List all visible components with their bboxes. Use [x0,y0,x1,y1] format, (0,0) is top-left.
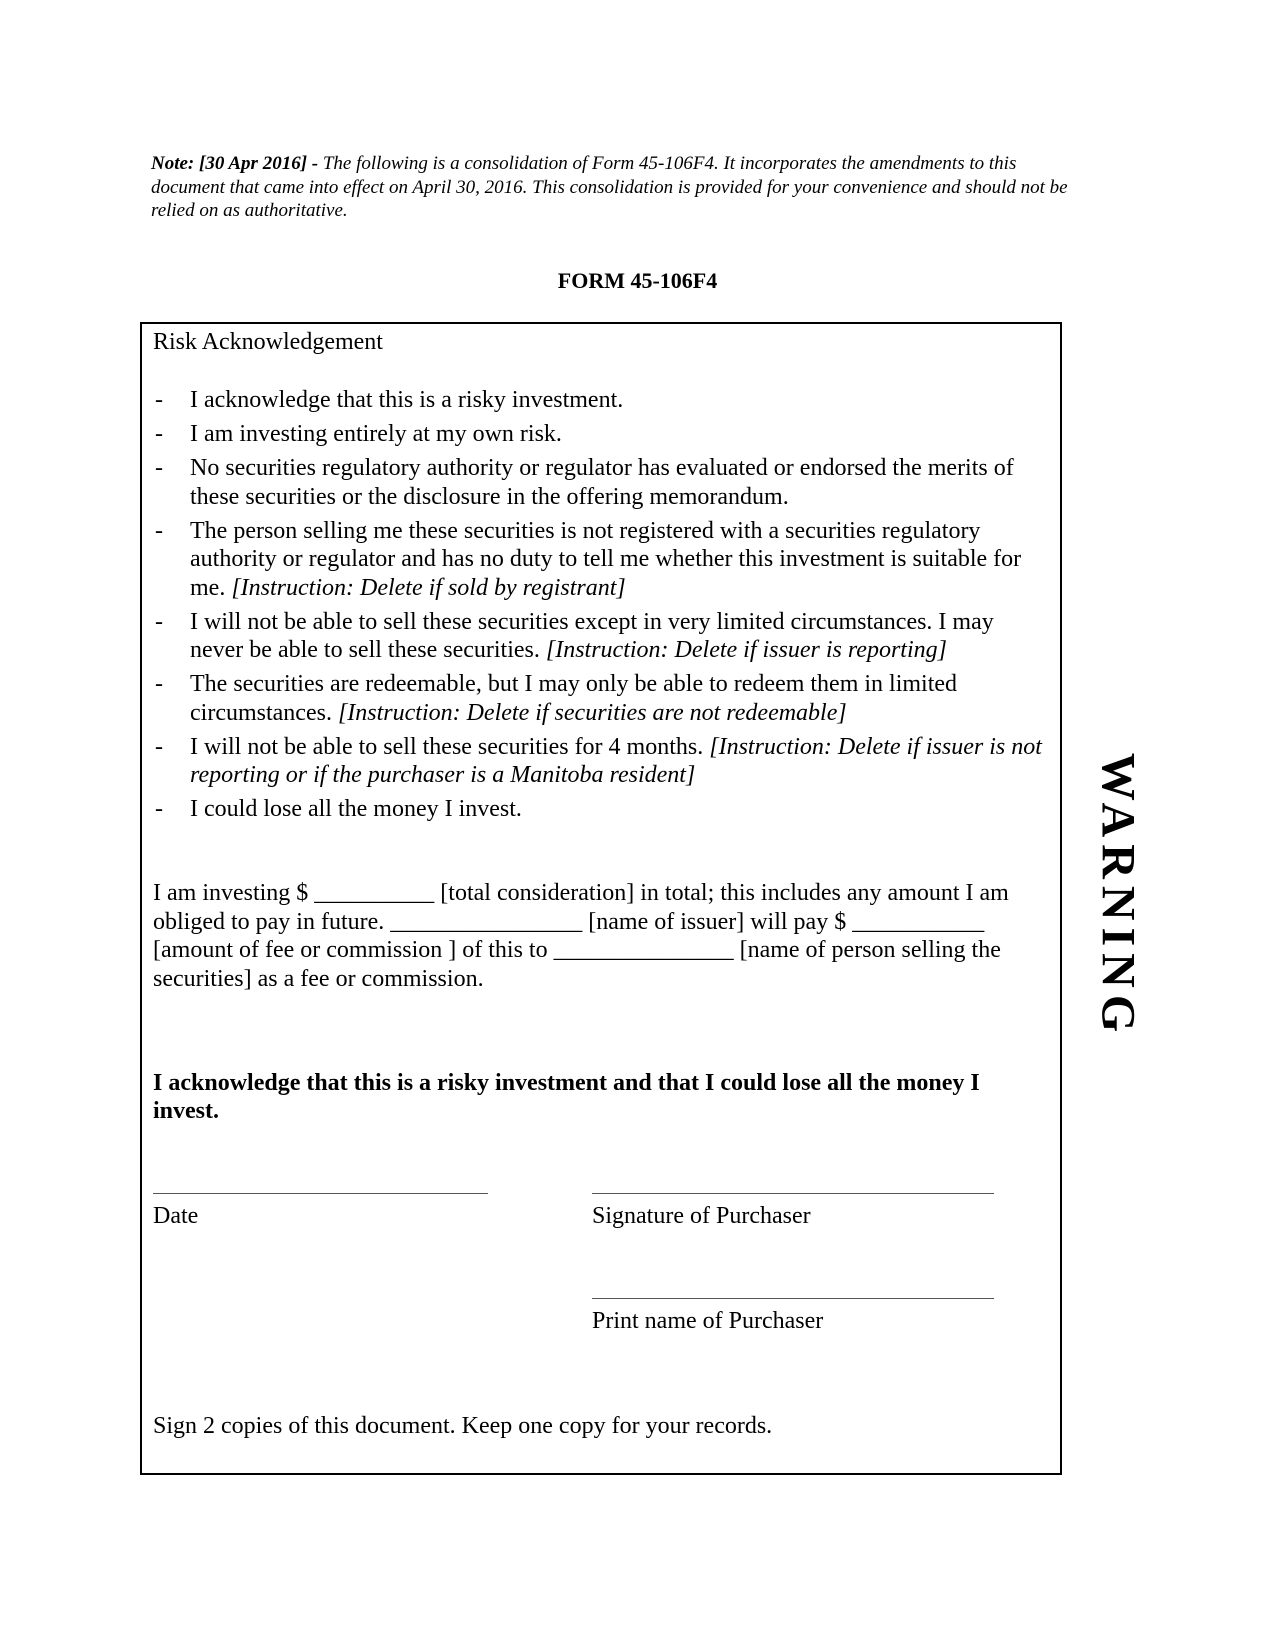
bullet-text: The securities are redeemable, but I may only be able to redeem them in limited circumstances. [190,671,958,726]
bullet-dash: - [155,517,163,544]
note-text: The following is a consolidation of Form 45-106F4. It incorporates the amendments to this document that came into effect on April 30, 2016. This consolidation is provided for your convenience and should not be relied on as authoritative. [151,153,1068,221]
form-title: FORM 45-106F4 [557,268,718,293]
bullet-item [142,454,1042,511]
bullet-dash: - [155,671,163,697]
warning-text: WARNING [1091,752,1145,1039]
bullet-text: I could lose all the money I invest. [190,796,522,822]
bullet-text: I acknowledge that this is a risky investment. [190,387,624,413]
print-name-line[interactable] [592,1298,994,1299]
bullet-text: I am investing entirely at my own risk. [190,421,562,447]
footer-instruction: Sign 2 copies of this document. Keep one copy for your records. [153,1413,773,1439]
bullet-item [142,733,1042,790]
investment-paragraph: I am investing $ __________ [total consideration] in total; this includes any amount I am obliged to pay in future. ________________ [name of issuer] will pay $ ___________ [amount of fee or commission ] of this to _______________ [name of person selling the securities] as a fee or commission. [153,880,1009,992]
bullet-dash: - [155,421,163,447]
note-label: Note: [30 Apr 2016] - [151,153,319,174]
bullet-text: The person selling me these securities is not registered with a securities regulatory authority or regulator and has no duty to tell me whether this investment is suitable for me. [190,517,1022,601]
bullet-instruction: [Instruction: Delete if issuer is reporting] [545,637,947,663]
bullet-item [142,670,1042,727]
date-line[interactable] [153,1193,488,1194]
bullet-text: I will not be able to sell these securities except in very limited circumstances. I may never be able to sell these securities. [190,608,994,663]
bullet-dash: - [155,455,163,481]
bullet-dash: - [155,608,163,635]
bullet-text: I will not be able to sell these securities for 4 months. [190,733,710,760]
bullet-dash: - [155,733,163,760]
bullet-item [142,608,1042,665]
date-label: Date [153,1203,199,1229]
risk-bullet-list [142,386,1042,829]
bullet-item [142,517,1042,603]
bullet-instruction: [Instruction: Delete if sold by registrant] [231,574,626,601]
bullet-dash: - [155,387,163,413]
bullet-item [142,386,1042,415]
signature-label: Signature of Purchaser [592,1203,811,1229]
bullet-instruction: [Instruction: Delete if issuer is not reporting or if the purchaser is a Manitoba resident] [190,733,1042,788]
warning-side-label [1091,728,1145,1063]
bullet-dash: - [155,796,163,822]
signature-line[interactable] [592,1193,994,1194]
bullet-text: No securities regulatory authority or regulator has evaluated or endorsed the merits of these securities or the disclosure in the offering memorandum. [190,455,1014,510]
print-name-label: Print name of Purchaser [592,1308,824,1334]
acknowledgement-statement: I acknowledge that this is a risky investment and that I could lose all the money I invest. [153,1070,980,1124]
bullet-item [142,420,1042,449]
risk-acknowledgement-box [140,322,1062,1475]
consolidation-note [151,152,1076,223]
bullet-item [142,795,1042,824]
box-heading: Risk Acknowledgement [153,329,383,355]
bullet-instruction: [Instruction: Delete if securities are not redeemable] [337,699,847,726]
